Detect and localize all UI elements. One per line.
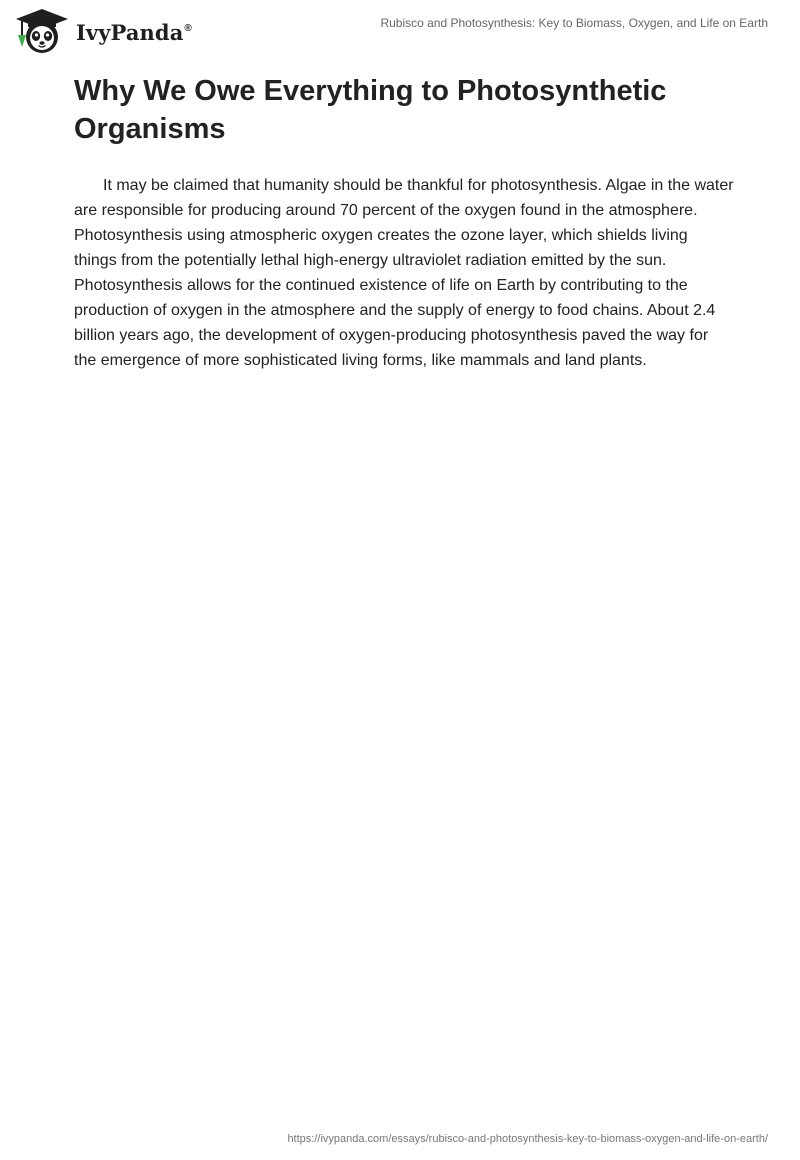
body-paragraph: It may be claimed that humanity should be thankful for photosynthesis. Algae in the water are responsible for producing around 70 percent of the oxygen found in the atmosphere. Photosynthesis using atmospheric oxygen creates the ozone layer, which shields living things from the potentially lethal high-energy ultraviolet radiation emitted by the sun. Photosynthesis allows for the continued existence of life on Earth by contributing to the production of oxygen in the atmosphere and the supply of energy to food chains. About 2.4 billion years ago, the development of oxygen-producing photosynthesis paved the way for the emergence of more sophisticated living forms, like mammals and land plants. xyxy=(74,177,734,369)
footer-source-url[interactable]: https://ivypanda.com/essays/rubisco-and-photosynthesis-key-to-biomass-oxygen-and-life-on-earth/ xyxy=(287,1133,768,1145)
document-title: Rubisco and Photosynthesis: Key to Biomass, Oxygen, and Life on Earth xyxy=(380,16,768,30)
page-header xyxy=(0,0,800,60)
brand-name: IvyPanda® xyxy=(76,19,192,45)
section-heading: Why We Owe Everything to Photosynthetic Organisms xyxy=(74,75,667,145)
brand-logo[interactable] xyxy=(14,7,192,55)
panda-graduation-cap-icon xyxy=(14,7,70,55)
registered-mark: ® xyxy=(184,22,192,34)
